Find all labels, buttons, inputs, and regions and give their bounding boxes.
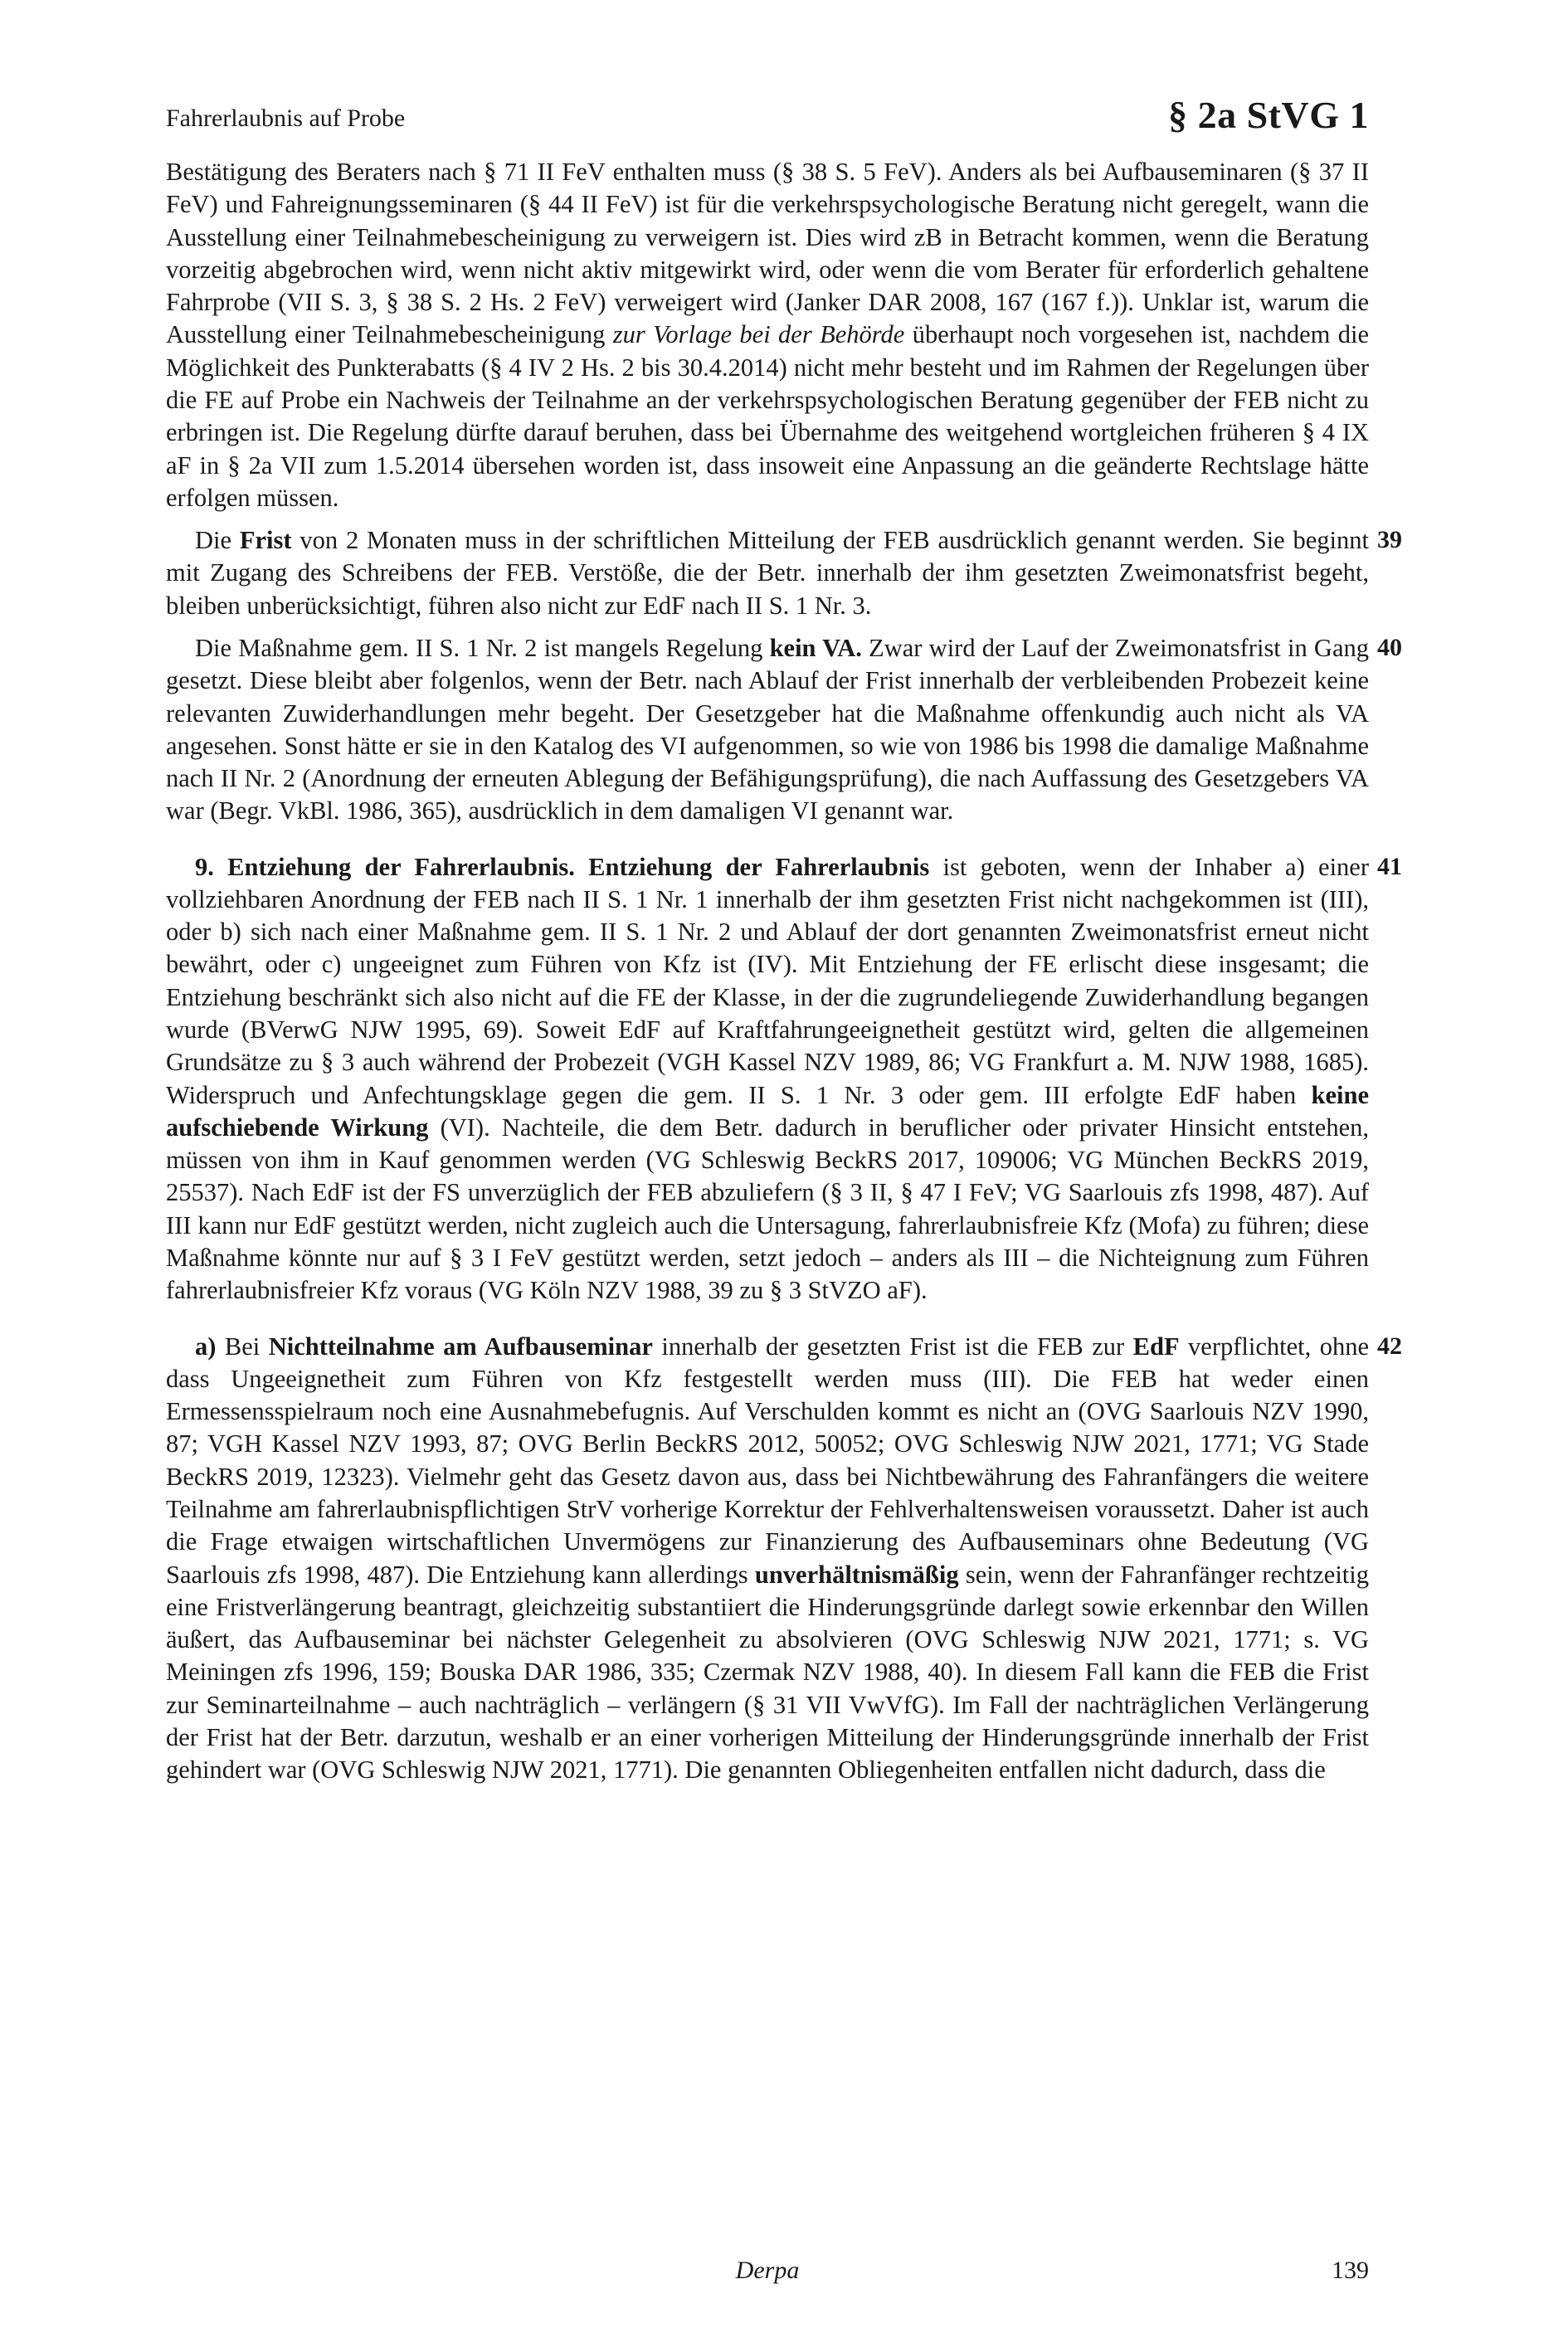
margin-number: 41 [1377, 852, 1402, 880]
text-run: Bestätigung des Beraters nach § 71 II FeV enthalten muss (§ 38 S. 5 FeV). Anders als bei Aufbauseminaren (§ 37 II FeV) und Fahreignungsseminaren (§ 44 II FeV) ist für die verkehrspsychologische Beratung nicht geregelt, wann die Ausstellung einer Teilnahmebescheinigung zu verweigern ist. Dies wird zB in Betracht kommen, wenn die Beratung vorzeitig abgebrochen wird, wenn nicht aktiv mitgewirkt wird, oder wenn die vom Berater für erforderlich gehaltene Fahrprobe (VII S. 3, § 38 S. 2 Hs. 2 FeV) verweigert wird (Janker DAR 2008, 167 (167 f.)). Unklar ist, warum die Ausstellung einer Teilnahmebescheinigung [166, 158, 1369, 349]
running-title: Fahrerlaubnis auf Probe [166, 105, 406, 132]
text-run: (VI). Nachteile, die dem Betr. dadurch in beruflicher oder privater Hinsicht entstehen, müssen von ihm in Kauf genommen werden (VG Schleswig BeckRS 2017, 109006; VG München BeckRS 2019, 25537). Nach EdF ist der FS unverzüglich der FEB abzuliefern (§ 3 II, § 47 I FeV; VG Saarlouis zfs 1998, 487). Auf III kann nur EdF gestützt werden, nicht zugleich auch die Untersagung, fahrerlaubnisfreie Kfz (Mofa) zu führen; diese Maßnahme könnte nur auf § 3 I FeV gestützt werden, setzt jedoch – anders als III – die Nichteignung zum Führen fahrerlaubnisfreier Kfz voraus (VG Köln NZV 1988, 39 zu § 3 StVZO aF). [166, 1113, 1369, 1305]
author-name: Derpa [735, 2257, 800, 2284]
text-run: verpflichtet, ohne dass Ungeeignetheit zum Führen von Kfz festgestellt werden muss (III). Die FEB hat weder einen Ermessensspielraum noch eine Ausnahmebefugnis. Auf Verschulden kommt es nicht an (OVG Saarlouis NZV 1990, 87; VGH Kassel NZV 1993, 87; OVG Berlin BeckRS 2012, 50052; OVG Schleswig NJW 2021, 1771; VG Stade BeckRS 2019, 12323). Vielmehr geht das Gesetz davon aus, dass bei Nichtbewährung des Fahranfängers die weitere Teilnahme am fahrerlaubnispflichtigen StrV vorherige Korrektur der Fehlverhaltensweisen voraussetzt. Daher ist auch die Frage etwaigen wirtschaftlichen Unvermögens zur Finanzierung des Aufbauseminars ohne Bedeutung (VG Saarlouis zfs 1998, 487). Die Entziehung kann allerdings [166, 1332, 1370, 1589]
emphasis-bold: Frist [239, 526, 292, 555]
text-run: sein, wenn der Fahranfänger rechtzeitig eine Fristverlängerung beantragt, gleichzeitig substantiiert die Hinderungsgründe darlegt sowie erkennbar den Willen äußert, das Aufbauseminar bei nächster Gelegenheit zu absolvieren (OVG Schleswig NJW 2021, 1771; s. VG Meiningen zfs 1996, 159; Bouska DAR 1986, 335; Czermak NZV 1988, 40). In diesem Fall kann die FEB die Frist zur Seminarteilnahme – auch nachträglich – verlängern (§ 31 VII VwVfG). Im Fall der nachträglichen Verlängerung der Frist hat der Betr. darzutun, weshalb er an einer vorherigen Mitteilung der Hinderungsgründe innerhalb der Frist gehindert war (OVG Schleswig NJW 2021, 1771). Die genannten Obliegenheiten entfallen nicht dadurch, dass die [166, 1560, 1369, 1785]
text-run: innerhalb der gesetzten Frist ist die FEB zur [652, 1332, 1133, 1361]
emphasis-bold: 9. Entziehung der Fahrerlaubnis. Entziehung der Fahrerlaubnis [195, 852, 930, 881]
text-run: überhaupt noch vorgesehen ist, nachdem die Möglichkeit des Punkterabatts (§ 4 IV 2 Hs. 2 bis 30.4.2014) nicht mehr besteht und im Rahmen der Regelungen über die FE auf Probe ein Nachweis der Teilnahme an der verkehrspsychologischen Beratung gegenüber der FEB nicht zu erbringen ist. Die Regelung dürfte darauf beruhen, dass bei Übernahme des weitgehend wortgleichen früheren § 4 IX aF in § 2a VII zum 1.5.2014 übersehen worden ist, dass insoweit eine Anpassung an die geänderte Rechtslage hätte erfolgen müssen. [166, 320, 1370, 512]
paragraph-39 [166, 524, 1402, 622]
text-run: Die [195, 526, 240, 555]
emphasis-bold: unverhältnismäßig [754, 1560, 959, 1589]
section-reference: § 2a StVG 1 [1168, 94, 1369, 136]
margin-number: 40 [1377, 633, 1402, 661]
page-body [166, 156, 1402, 1787]
page-number: 139 [1332, 2257, 1369, 2284]
text-run: Die Maßnahme gem. II S. 1 Nr. 2 ist mangels Regelung [195, 633, 770, 662]
paragraph-38-continued [166, 156, 1369, 514]
emphasis-italic: zur Vorlage bei der Behörde [612, 320, 905, 349]
running-header [166, 93, 1369, 151]
emphasis-bold: Nichtteilnahme am Aufbauseminar [268, 1332, 653, 1361]
page-footer [166, 2257, 1369, 2296]
text-run: ist geboten, wenn der Inhaber a) einer vollziehbaren Anordnung der FEB nach II S. 1 Nr. 1 innerhalb der ihm gesetzten Frist nicht nachgekommen ist (III), oder b) sich nach einer Maßnahme gem. II S. 1 Nr. 2 und Ablauf der dort genannten Zweimonatsfrist erneut nicht bewährt, oder c) ungeeignet zum Führen von Kfz ist (IV). Mit Entziehung der FE erlischt diese insgesamt; die Entziehung beschränkt sich also nicht auf die FE der Klasse, in der die zugrundeliegende Zuwiderhandlung begangen wurde (BVerwG NJW 1995, 69). Soweit EdF auf Kraftfahrungeeignetheit gestützt wird, gelten die allgemeinen Grundsätze zu § 3 auch während der Probezeit (VGH Kassel NZV 1989, 86; VG Frankfurt a. M. NJW 1988, 1685). Widerspruch und Anfechtungsklage gegen die gem. II S. 1 Nr. 3 oder gem. III erfolgte EdF haben [166, 852, 1369, 1109]
paragraph-42 [166, 1331, 1402, 1787]
emphasis-bold: keine aufschiebende Wirkung [166, 1080, 1369, 1142]
emphasis-bold: a) [195, 1332, 217, 1361]
emphasis-bold: EdF [1132, 1332, 1180, 1361]
text-run: von 2 Monaten muss in der schriftlichen Mitteilung der FEB ausdrücklich genannt werden. Sie beginnt mit Zugang des Schreibens der FEB. Verstöße, die der Betr. innerhalb der ihm gesetzten Zweimonatsfrist begeht, bleiben unberücksichtigt, führen also nicht zur EdF nach II S. 1 Nr. 3. [166, 526, 1370, 620]
text-run: Bei [216, 1332, 269, 1361]
margin-number: 39 [1377, 526, 1402, 554]
emphasis-bold: kein VA. [769, 633, 862, 662]
text-run: Zwar wird der Lauf der Zweimonatsfrist in Gang gesetzt. Diese bleibt aber folgenlos, wenn der Betr. nach Ablauf der Frist innerhalb der verbleibenden Probezeit keine relevanten Zuwiderhandlungen mehr begeht. Der Gesetzgeber hat die Maßnahme offenkundig auch nicht als VA angesehen. Sonst hätte er sie in den Katalog des VI aufgenommen, so wie von 1986 bis 1998 die damalige Maßnahme nach II Nr. 2 (Anordnung der erneuten Ablegung der Befähigungsprüfung), die nach Auffassung des Gesetzgebers VA war (Begr. VkBl. 1986, 365), ausdrücklich in dem damaligen VI genannt war. [166, 633, 1369, 825]
paragraph-41 [166, 851, 1402, 1307]
margin-number: 42 [1377, 1332, 1402, 1360]
paragraph-40 [166, 632, 1402, 828]
